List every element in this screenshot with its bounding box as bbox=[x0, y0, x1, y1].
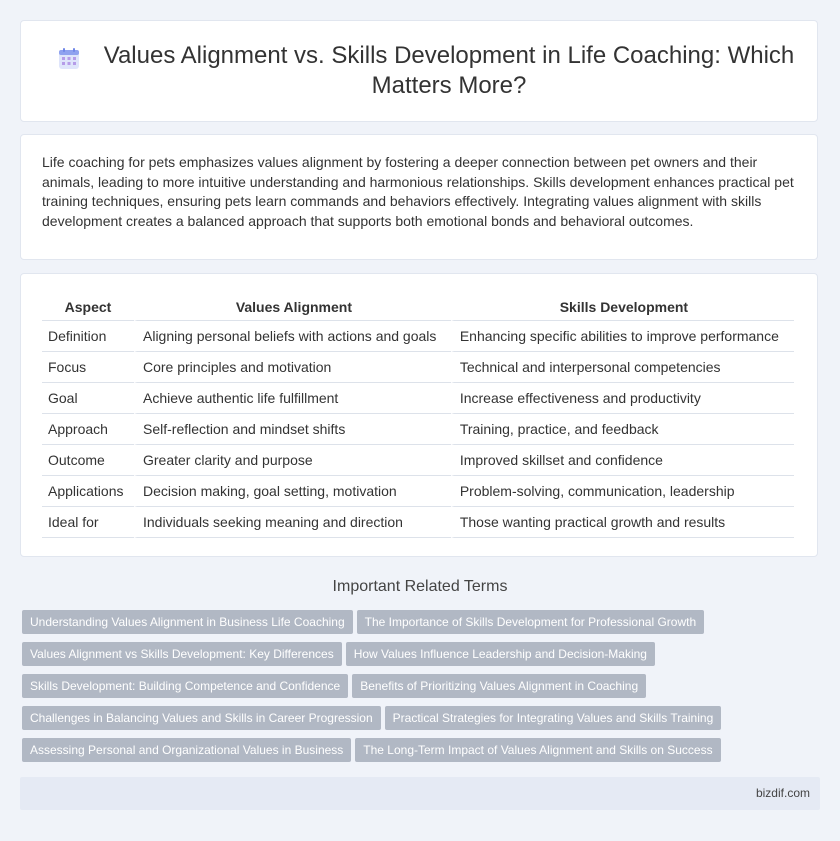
table-cell: Technical and interpersonal competencies bbox=[451, 352, 794, 383]
header-skills-development: Skills Development bbox=[451, 294, 794, 321]
table-cell: Self-reflection and mindset shifts bbox=[134, 414, 451, 445]
related-term-link[interactable]: Values Alignment vs Skills Development: Key Differences bbox=[22, 642, 342, 666]
comparison-table-card bbox=[20, 273, 818, 557]
table-cell: Those wanting practical growth and results bbox=[451, 507, 794, 538]
related-term-link[interactable]: Understanding Values Alignment in Business Life Coaching bbox=[22, 610, 353, 634]
related-term-link[interactable]: Practical Strategies for Integrating Values and Skills Training bbox=[385, 706, 722, 730]
table-row bbox=[42, 383, 794, 414]
header-values-alignment: Values Alignment bbox=[134, 294, 451, 321]
related-term-link[interactable]: The Importance of Skills Development for Professional Growth bbox=[357, 610, 704, 634]
table-cell: Enhancing specific abilities to improve performance bbox=[451, 321, 794, 352]
related-term-link[interactable]: How Values Influence Leadership and Decision-Making bbox=[346, 642, 655, 666]
comparison-table bbox=[42, 294, 794, 538]
intro-card bbox=[20, 134, 818, 260]
table-cell: Aligning personal beliefs with actions and goals bbox=[134, 321, 451, 352]
page-title: Values Alignment vs. Skills Development in Life Coaching: Which Matters More? bbox=[103, 42, 795, 99]
table-cell: Problem-solving, communication, leadership bbox=[451, 476, 794, 507]
table-cell: Focus bbox=[42, 352, 134, 383]
table-cell: Individuals seeking meaning and direction bbox=[134, 507, 451, 538]
table-row bbox=[42, 321, 794, 352]
table-row bbox=[42, 476, 794, 507]
related-term-link[interactable]: Assessing Personal and Organizational Values in Business bbox=[22, 738, 351, 762]
related-term-link[interactable]: The Long-Term Impact of Values Alignment and Skills on Success bbox=[355, 738, 720, 762]
table-cell: Improved skillset and confidence bbox=[451, 445, 794, 476]
related-terms-list bbox=[22, 610, 782, 770]
table-cell: Definition bbox=[42, 321, 134, 352]
table-row bbox=[42, 507, 794, 538]
title-card bbox=[20, 20, 818, 122]
table-cell: Outcome bbox=[42, 445, 134, 476]
table-cell: Goal bbox=[42, 383, 134, 414]
intro-text: Life coaching for pets emphasizes values alignment by fostering a deeper connection between pet owners and their animals, leading to more intuitive understanding and harmonious relationships. Skills development enhances practical pet training techniques, ensuring pets learn commands and behaviors effectively. Integrating values alignment with skills development creates a balanced approach that supports both emotional bonds and behavioral outcomes. bbox=[42, 154, 794, 229]
table-cell: Core principles and motivation bbox=[134, 352, 451, 383]
table-cell: Training, practice, and feedback bbox=[451, 414, 794, 445]
calendar-grid-icon bbox=[57, 47, 81, 71]
table-header-row bbox=[42, 294, 794, 321]
table-cell: Decision making, goal setting, motivation bbox=[134, 476, 451, 507]
table-row bbox=[42, 445, 794, 476]
related-term-link[interactable]: Benefits of Prioritizing Values Alignment in Coaching bbox=[352, 674, 646, 698]
table-row bbox=[42, 352, 794, 383]
table-cell: Achieve authentic life fulfillment bbox=[134, 383, 451, 414]
table-cell: Applications bbox=[42, 476, 134, 507]
footer bbox=[20, 777, 820, 810]
table-cell: Greater clarity and purpose bbox=[134, 445, 451, 476]
footer-site-link[interactable]: bizdif.com bbox=[755, 786, 810, 800]
related-terms-title: Important Related Terms bbox=[332, 578, 508, 595]
table-cell: Approach bbox=[42, 414, 134, 445]
table-cell: Increase effectiveness and productivity bbox=[451, 383, 794, 414]
related-term-link[interactable]: Challenges in Balancing Values and Skills in Career Progression bbox=[22, 706, 381, 730]
table-cell: Ideal for bbox=[42, 507, 134, 538]
header-aspect: Aspect bbox=[42, 294, 134, 321]
table-row bbox=[42, 414, 794, 445]
related-term-link[interactable]: Skills Development: Building Competence and Confidence bbox=[22, 674, 348, 698]
